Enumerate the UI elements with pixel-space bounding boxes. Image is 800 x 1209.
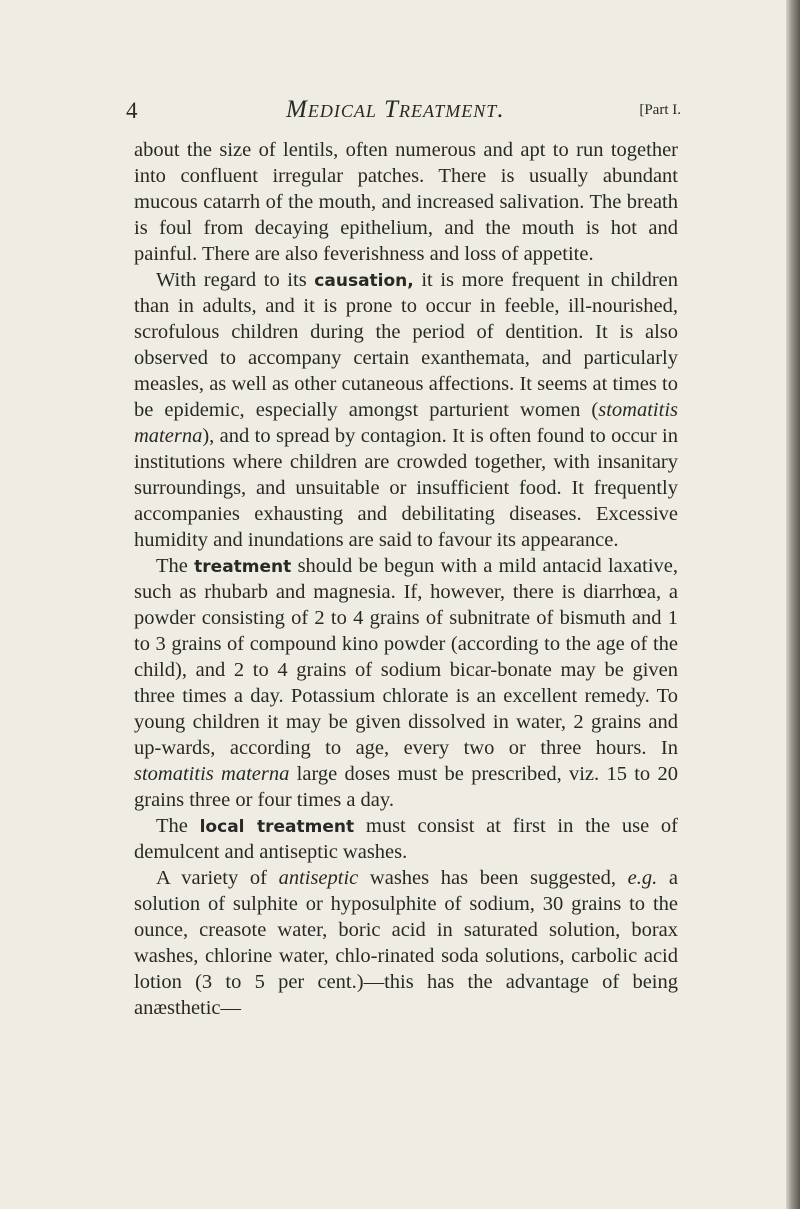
text-run: should be begun with a mild antacid laxative, such as rhubarb and magnesia. If, however, there is diarrhœa, a powder consisting of 2 to 4 grains of subnitrate of bismuth and 1 to 3 grains of compound kino powder (according to the age of the child), and 2 to 4 grains of sodium bicar-bonate may be given three times a day. Potassium chlorate is an excellent remedy. To young children it may be given dissolved in water, 2 grains and up-wards, according to age, every two or three hours. In bbox=[134, 554, 678, 759]
text-run: The bbox=[156, 554, 195, 577]
part-label: [Part I. bbox=[639, 102, 681, 118]
term-treatment: treatment bbox=[194, 556, 292, 577]
paragraph-antiseptic-washes bbox=[134, 866, 678, 1021]
text-run: large doses must be prescribed, viz. 15 to 20 grains three or four times a day. bbox=[134, 762, 678, 811]
text-run: it is more frequent in children than in adults, and it is prone to occur in feeble, ill-nourished, scrofulous children during the period of dentition. It is also observed to accompany certain exanthemata, and particularly measles, as well as other cutaneous affections. It seems at times to be epidemic, especially amongst parturient women ( bbox=[134, 268, 679, 422]
paragraph-text: about the size of lentils, often numerous and apt to run together into confluent irregular patches. There is usually abundant mucous catarrh of the mouth, and increased salivation. The breath is foul from decaying epithelium, and the mouth is hot and painful. There are also feverishness and loss of appetite. bbox=[134, 139, 678, 265]
text-run: a solution of sulphite or hyposulphite of sodium, 30 grains to the ounce, creasote water, boric acid in saturated solution, borax washes, chlorine water, chlo-rinated soda solutions, carbolic acid lotion (3 to 5 per cent.)—this has the advantage of being anæsthetic— bbox=[134, 867, 678, 1019]
text-run: A variety of bbox=[156, 867, 279, 890]
italic-term: stomatitis materna bbox=[134, 762, 290, 785]
italic-term: stomatitis materna bbox=[134, 399, 678, 447]
paragraph-causation bbox=[134, 268, 678, 554]
italic-term: antiseptic bbox=[278, 867, 359, 890]
term-causation: causation, bbox=[314, 270, 414, 291]
running-header bbox=[126, 96, 681, 126]
text-run: The bbox=[156, 814, 200, 837]
term-local-treatment: local treatment bbox=[199, 816, 355, 837]
running-title: Medical Treatment. bbox=[286, 96, 505, 123]
text-run: ), and to spread by contagion. It is often found to occur in institutions where children are crowded together, with insanitary surroundings, and unsuitable or insufficient food. It frequently accompanies exhausting and debilitating diseases. Excessive humidity and inundations are said to favour its appearance. bbox=[134, 424, 678, 551]
text-run: With regard to its bbox=[156, 268, 315, 291]
paragraph-local-treatment bbox=[134, 814, 678, 867]
body-text bbox=[134, 138, 678, 1022]
page-number: 4 bbox=[126, 98, 138, 123]
text-run: washes has been suggested, bbox=[358, 867, 628, 890]
text-run: must consist at first in the use of demulcent and antiseptic washes. bbox=[134, 814, 679, 864]
italic-term: e.g. bbox=[627, 867, 658, 890]
page-edge-shadow bbox=[786, 0, 800, 1209]
paragraph-treatment bbox=[134, 554, 678, 814]
paragraph-symptoms bbox=[134, 138, 678, 268]
